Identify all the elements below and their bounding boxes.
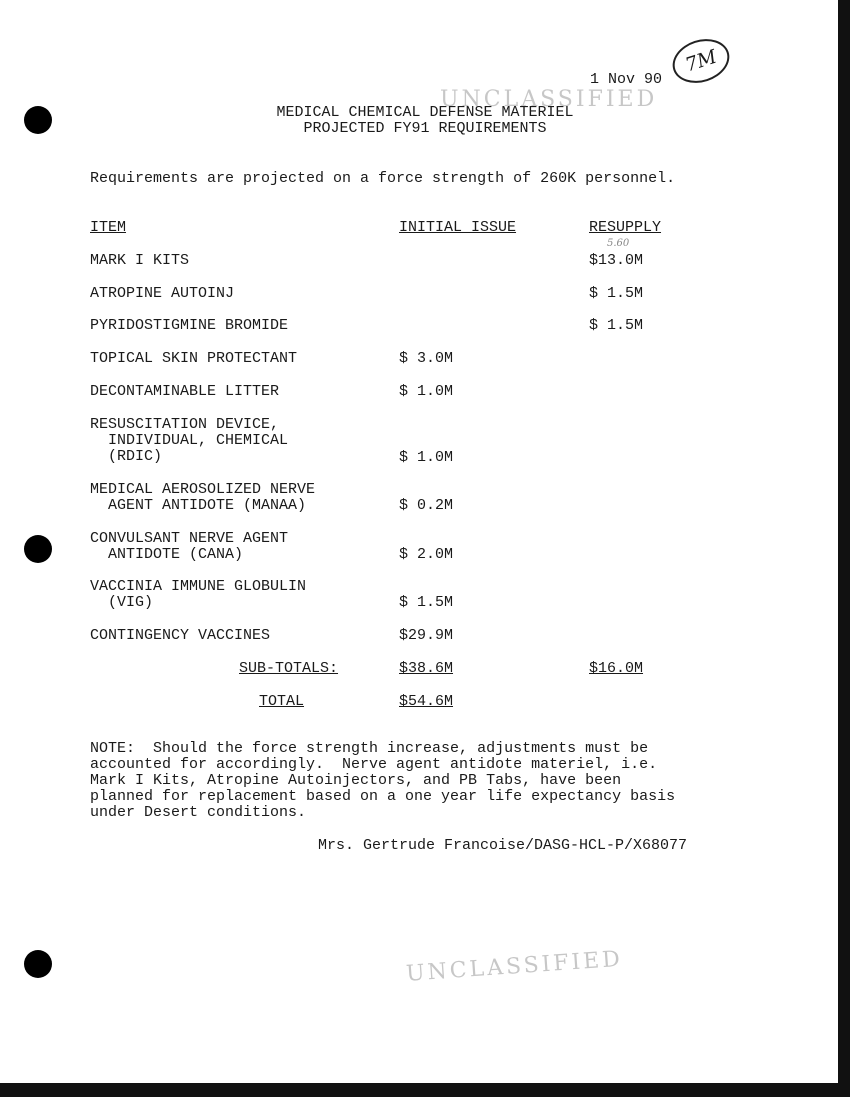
row-initial: $ 1.0M (399, 449, 454, 466)
punch-hole-bottom (24, 950, 52, 978)
row-initial: $ 1.0M (399, 383, 454, 400)
subtotals-label: SUB-TOTALS: (239, 660, 339, 677)
scan-edge-right (838, 0, 850, 1097)
row-item: CONVULSANT NERVE AGENT ANTIDOTE (CANA) (90, 530, 289, 563)
row-initial: $ 2.0M (399, 546, 454, 563)
note-paragraph: NOTE: Should the force strength increase, adjustments must be accounted for accordingly. Nerve agent antidote materiel, i.e. Mark I Kits, Atropine Autoinjectors, and PB Tabs, have been planned for replacement based on a one year life expectancy basis under Desert conditions. (90, 740, 676, 821)
row-item: TOPICAL SKIN PROTECTANT (90, 350, 298, 367)
row-resupply: $13.0M (589, 252, 644, 269)
row-item: CONTINGENCY VACCINES (90, 627, 271, 644)
scan-edge-bottom (0, 1083, 850, 1097)
row-initial: $29.9M (399, 627, 454, 644)
title-line-2: PROJECTED FY91 REQUIREMENTS (303, 120, 547, 137)
total-label: TOTAL (259, 693, 305, 710)
row-initial: $ 0.2M (399, 497, 454, 514)
resupply-handwritten-note: 5.60 (607, 238, 630, 249)
row-item: MARK I KITS (90, 252, 190, 269)
total-value: $54.6M (399, 693, 454, 710)
unclassified-stamp-bottom: UNCLASSIFIED (405, 946, 624, 987)
intro-text: Requirements are projected on a force strength of 260K personnel. (90, 170, 676, 187)
row-item: VACCINIA IMMUNE GLOBULIN (VIG) (90, 578, 307, 611)
subtotal-resupply: $16.0M (589, 660, 644, 677)
signature-line: Mrs. Gertrude Francoise/DASG-HCL-P/X68077 (318, 837, 688, 854)
row-item: ATROPINE AUTOINJ (90, 285, 235, 302)
punch-hole-middle (24, 535, 52, 563)
handwritten-initials: 7M (667, 32, 735, 90)
header-initial-issue: INITIAL ISSUE (399, 219, 517, 236)
unclassified-stamp-top: UNCLASSIFIED (440, 87, 658, 112)
row-item: DECONTAMINABLE LITTER (90, 383, 280, 400)
row-resupply: $ 1.5M (589, 285, 644, 302)
row-item: RESUSCITATION DEVICE, INDIVIDUAL, CHEMICAL (RDIC) (90, 416, 289, 465)
row-initial: $ 3.0M (399, 350, 454, 367)
row-item: MEDICAL AEROSOLIZED NERVE AGENT ANTIDOTE (MANAA) (90, 481, 316, 514)
subtotal-initial: $38.6M (399, 660, 454, 677)
header-resupply: RESUPPLY (589, 219, 662, 236)
row-item: PYRIDOSTIGMINE BROMIDE (90, 317, 289, 334)
header-item: ITEM (90, 219, 127, 236)
document-date: 1 Nov 90 (590, 71, 663, 88)
title-line-1: MEDICAL CHEMICAL DEFENSE MATERIEL (276, 104, 574, 121)
row-resupply: $ 1.5M (589, 317, 644, 334)
row-initial: $ 1.5M (399, 594, 454, 611)
